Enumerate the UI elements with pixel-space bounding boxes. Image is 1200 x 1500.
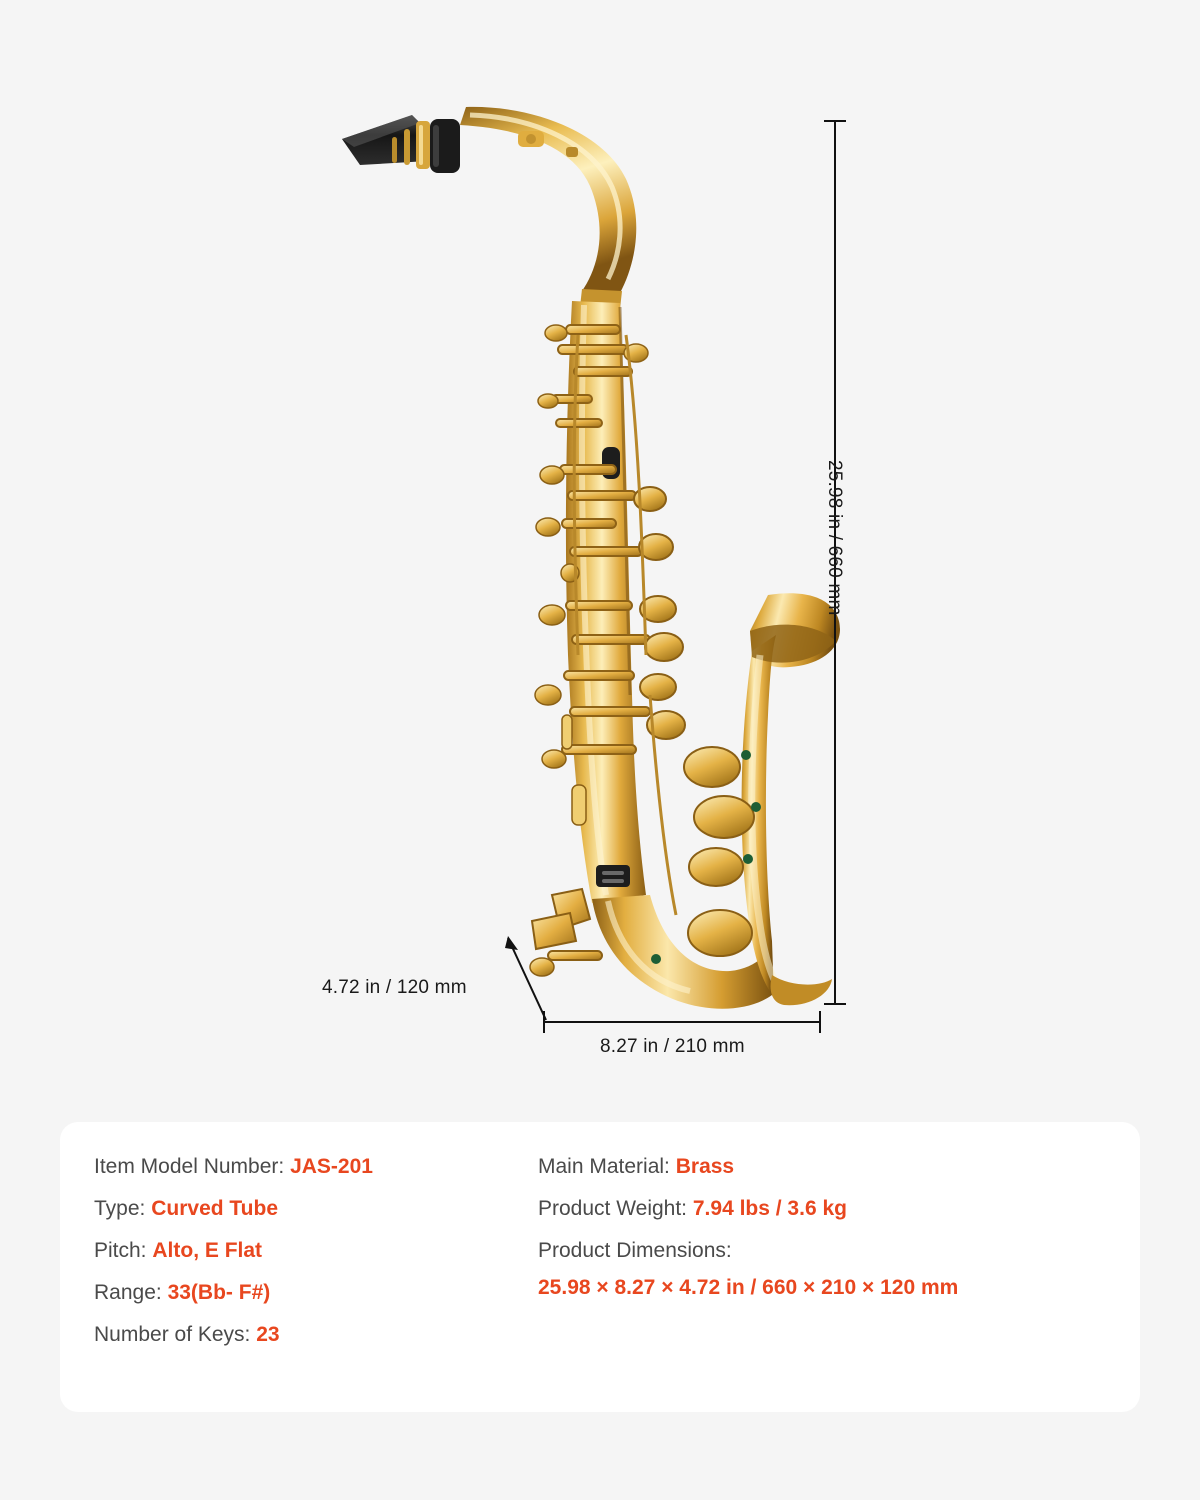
specifications-card (60, 1122, 1140, 1412)
spec-value-range: 33(Bb- F#) (167, 1281, 271, 1304)
spec-label-model-number: Item Model Number: (94, 1155, 285, 1178)
spec-value-product-weight: 7.94 lbs / 3.6 kg (692, 1197, 847, 1220)
spec-row-main-material (538, 1156, 1118, 1177)
spec-label-product-weight: Product Weight: (538, 1197, 688, 1220)
spec-label-main-material: Main Material: (538, 1155, 670, 1178)
spec-row-number-of-keys (94, 1324, 524, 1345)
spec-value-product-dimensions: 25.98 × 8.27 × 4.72 in / 660 × 210 × 120 mm (538, 1276, 959, 1299)
spec-value-main-material: Brass (675, 1155, 735, 1178)
thumb-rest (596, 865, 630, 887)
height-dimension-label: 25.98 in / 660 mm (824, 460, 845, 616)
spec-row-pitch (94, 1240, 524, 1261)
spec-row-type (94, 1198, 524, 1219)
spec-value-model-number: JAS-201 (290, 1155, 373, 1178)
mouthpiece (342, 115, 460, 173)
spec-label-type: Type: (94, 1197, 146, 1220)
width-dimension-line (543, 1021, 821, 1023)
width-dimension-cap-right (819, 1011, 821, 1033)
spec-label-product-dimensions: Product Dimensions: (538, 1239, 732, 1262)
specs-left-column (94, 1156, 524, 1366)
spec-value-pitch: Alto, E Flat (152, 1239, 263, 1262)
spec-value-type: Curved Tube (151, 1197, 279, 1220)
height-dimension-cap-bottom (824, 1003, 846, 1005)
height-dimension-cap-top (824, 120, 846, 122)
depth-dimension-line (504, 934, 548, 1022)
spec-row-product-weight (538, 1198, 1118, 1219)
width-dimension-label: 8.27 in / 210 mm (600, 1036, 745, 1057)
neck-tube (460, 107, 636, 309)
spec-label-pitch: Pitch: (94, 1239, 147, 1262)
specs-right-column (538, 1156, 1118, 1319)
spec-label-number-of-keys: Number of Keys: (94, 1323, 251, 1346)
spec-row-product-dimensions (538, 1240, 1118, 1298)
spec-row-range (94, 1282, 524, 1303)
spec-row-model-number (94, 1156, 524, 1177)
depth-dimension-label: 4.72 in / 120 mm (322, 977, 467, 998)
bell (742, 593, 840, 1005)
saxophone-illustration (320, 95, 840, 1015)
spec-value-number-of-keys: 23 (256, 1323, 280, 1346)
bow (592, 895, 772, 1009)
spec-label-range: Range: (94, 1281, 162, 1304)
